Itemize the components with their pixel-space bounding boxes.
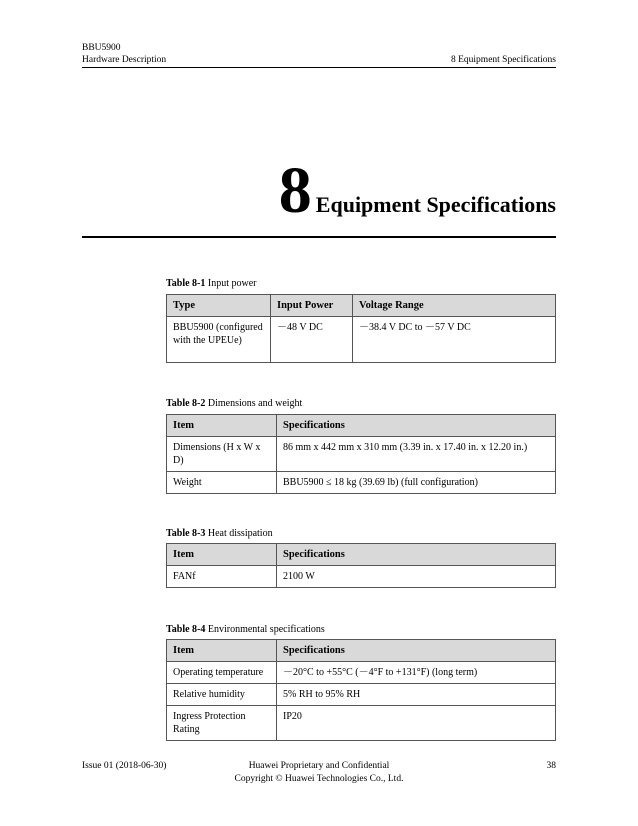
table-label: Table 8-3 (166, 528, 206, 539)
table-caption-text: Environmental specifications (207, 624, 325, 635)
table-row (167, 566, 556, 588)
table-caption-text: Heat dissipation (207, 528, 273, 539)
heat-dissipation-table (166, 543, 556, 588)
table-cell: Operating temperature (167, 662, 277, 684)
table-header-row (167, 415, 556, 437)
column-header: Specifications (277, 640, 556, 662)
column-header: Voltage Range (353, 295, 556, 317)
table-cell: －20°C to +55°C (－4°F to +131°F) (long term) (277, 662, 556, 684)
table-caption (166, 278, 256, 289)
table-cell: Ingress Protection Rating (167, 706, 277, 741)
table-row (167, 706, 556, 741)
chapter-title: Equipment Specifications (315, 192, 556, 217)
chapter-heading (82, 154, 556, 227)
table-caption (166, 624, 325, 635)
table-cell: IP20 (277, 706, 556, 741)
table-row (167, 472, 556, 494)
table-caption-text: Input power (207, 278, 257, 289)
table-row (167, 317, 556, 363)
column-header: Item (167, 640, 277, 662)
table-header-row (167, 640, 556, 662)
table-cell: BBU5900 (configured with the UPEUe) (167, 317, 271, 363)
column-header: Type (167, 295, 271, 317)
table-caption (166, 528, 273, 539)
table-cell: －48 V DC (271, 317, 353, 363)
table-caption-text: Dimensions and weight (207, 398, 303, 409)
column-header: Specifications (277, 415, 556, 437)
table-row (167, 437, 556, 472)
input-power-table (166, 294, 556, 363)
table-cell: 2100 W (277, 566, 556, 588)
table-row (167, 684, 556, 706)
page-header (82, 42, 556, 66)
header-product: BBU5900 (82, 43, 121, 53)
environmental-specs-table (166, 639, 556, 741)
table-label: Table 8-1 (166, 278, 206, 289)
column-header: Item (167, 415, 277, 437)
footer-center (82, 760, 556, 786)
dimensions-weight-table (166, 414, 556, 494)
table-cell: FANf (167, 566, 277, 588)
table-label: Table 8-2 (166, 398, 206, 409)
table-label: Table 8-4 (166, 624, 206, 635)
table-cell: 5% RH to 95% RH (277, 684, 556, 706)
header-doc-type: Hardware Description (82, 55, 167, 65)
table-cell: Weight (167, 472, 277, 494)
table-row (167, 662, 556, 684)
table-caption (166, 398, 302, 409)
table-cell: 86 mm x 442 mm x 310 mm (3.39 in. x 17.40 in. x 12.20 in.) (277, 437, 556, 472)
table-header-row (167, 295, 556, 317)
column-header: Input Power (271, 295, 353, 317)
header-divider (82, 67, 556, 68)
page-number: 38 (546, 761, 556, 771)
table-cell: －38.4 V DC to －57 V DC (353, 317, 556, 363)
table-cell: Dimensions (H x W x D) (167, 437, 277, 472)
column-header: Item (167, 544, 277, 566)
chapter-divider (82, 236, 556, 238)
footer-copyright: Copyright © Huawei Technologies Co., Ltd. (234, 774, 404, 784)
column-header: Specifications (277, 544, 556, 566)
table-cell: Relative humidity (167, 684, 277, 706)
table-header-row (167, 544, 556, 566)
footer-confidential: Huawei Proprietary and Confidential (248, 761, 390, 771)
header-section: 8 Equipment Specifications (450, 55, 556, 65)
chapter-number: 8 (278, 154, 312, 227)
footer-issue: Issue 01 (2018-06-30) (82, 761, 167, 771)
table-cell: BBU5900 ≤ 18 kg (39.69 lb) (full configuration) (277, 472, 556, 494)
